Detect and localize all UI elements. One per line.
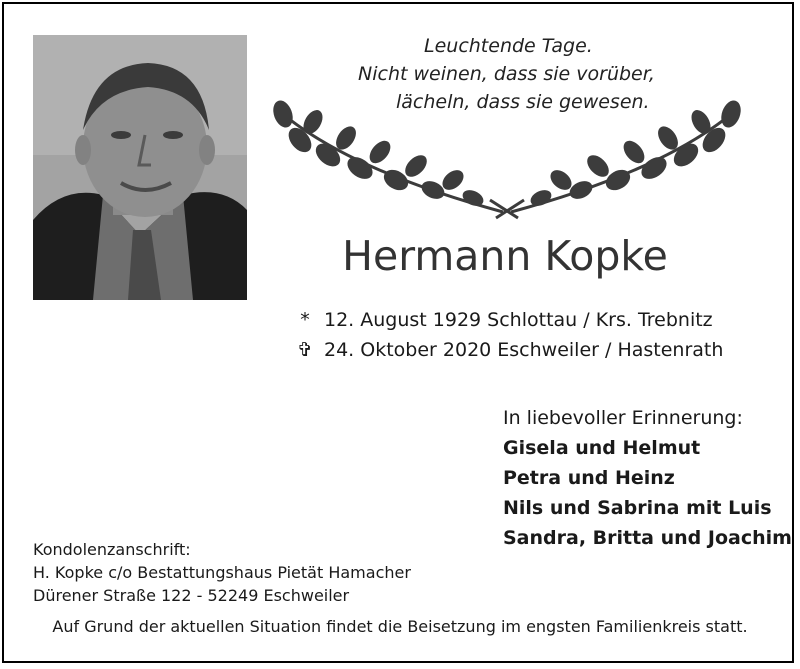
address-line: H. Kopke c/o Bestattungshaus Pietät Hamacher <box>33 563 411 582</box>
address-line: Dürener Straße 122 - 52249 Eschweiler <box>33 586 350 605</box>
life-dates <box>290 305 723 365</box>
oak-branches-icon <box>268 100 746 220</box>
footer-note: Auf Grund der aktuellen Situation findet die Beisetzung im engsten Familienkreis statt. <box>52 617 748 636</box>
mourner-name: Gisela und Helmut <box>503 437 701 459</box>
deceased-name: Hermann Kopke <box>342 232 668 280</box>
cross-icon: ✞ <box>297 339 313 361</box>
condolence-address <box>33 538 411 607</box>
portrait-photo <box>33 35 247 300</box>
mourner-list <box>503 433 792 553</box>
poem-line: Nicht weinen, dass sie vorüber, <box>358 63 655 85</box>
death-row <box>290 335 723 365</box>
mourner-name: Nils und Sabrina mit Luis <box>503 497 772 519</box>
poem-line: Leuchtende Tage. <box>424 35 593 57</box>
mourner-name: Sandra, Britta und Joachim <box>503 527 792 549</box>
memory-intro: In liebevoller Erinnerung: <box>503 407 743 429</box>
death-date: 24. Oktober 2020 Eschweiler / Hastenrath <box>324 339 724 361</box>
mourner-name: Petra und Heinz <box>503 467 675 489</box>
birth-date: 12. August 1929 Schlottau / Krs. Trebnitz <box>324 309 713 331</box>
address-label: Kondolenzanschrift: <box>33 540 191 559</box>
poem-line: lächeln, dass sie gewesen. <box>396 91 650 113</box>
mourners <box>503 403 792 553</box>
birth-row <box>290 305 723 335</box>
birth-star-icon: * <box>300 309 310 331</box>
